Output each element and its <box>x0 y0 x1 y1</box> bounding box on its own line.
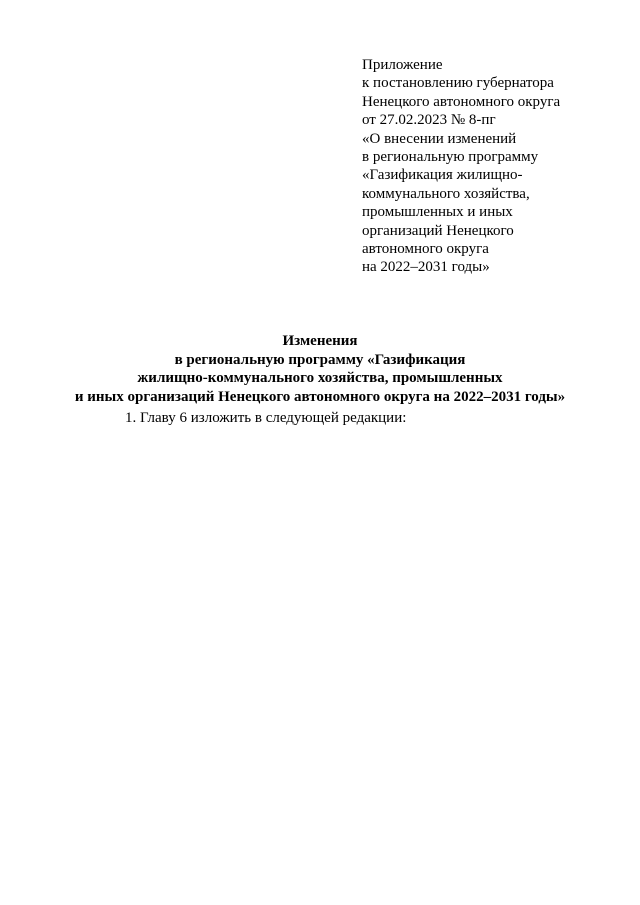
appendix-line: в региональную программу <box>362 149 539 166</box>
appendix-line: «Газификация жилищно- <box>362 167 523 184</box>
appendix-line: организаций Ненецкого <box>362 222 514 239</box>
appendix-line: автономного округа <box>362 241 489 258</box>
appendix-line: коммунального хозяйства, <box>362 185 530 202</box>
title-line: и иных организаций Ненецкого автономного округа на 2022–2031 годы» <box>74 388 566 405</box>
title-line: в региональную программу «Газификация <box>174 351 466 368</box>
appendix-line: от 27.02.2023 № 8-пг <box>362 112 496 129</box>
appendix-header <box>362 56 632 277</box>
appendix-line: «О внесении изменений <box>362 130 517 147</box>
appendix-line: Ненецкого автономного округа <box>362 93 561 110</box>
document-title <box>0 332 640 406</box>
appendix-line: на 2022–2031 годы» <box>362 259 490 276</box>
appendix-line: промышленных и иных <box>362 204 513 221</box>
paragraph-1: 1. Главу 6 изложить в следующей редакции: <box>125 410 407 426</box>
title-line: жилищно-коммунального хозяйства, промышленных <box>137 370 503 387</box>
title-line: Изменения <box>282 333 358 349</box>
appendix-line: к постановлению губернатора <box>362 75 554 92</box>
appendix-line: Приложение <box>362 57 443 73</box>
